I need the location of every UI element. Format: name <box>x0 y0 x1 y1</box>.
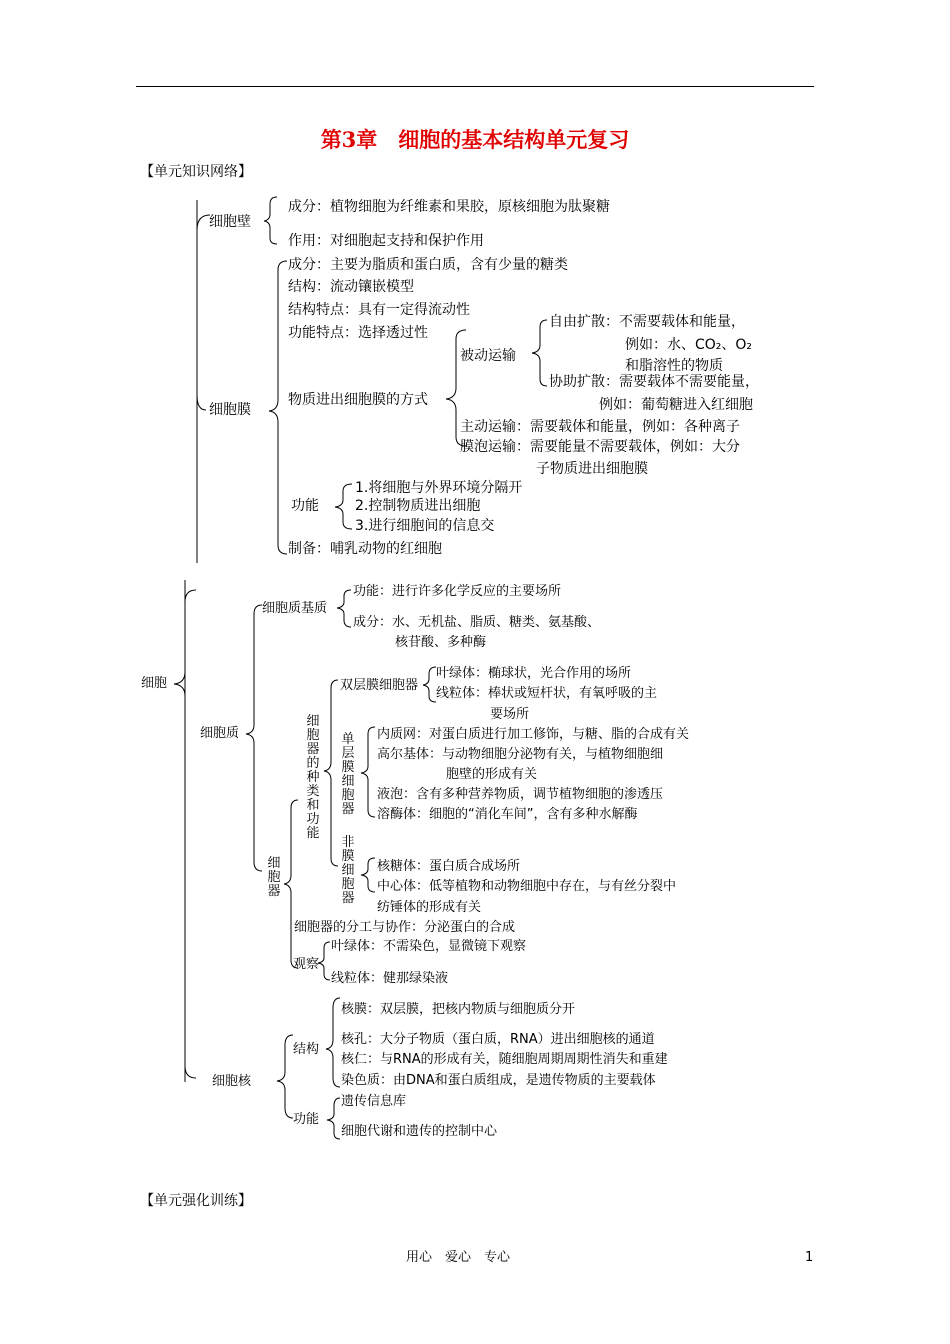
observation-mitochondrion: 线粒体：健那绿染液 <box>331 971 449 986</box>
nucleus-function-2: 细胞代谢和遗传的控制中心 <box>341 1124 498 1139</box>
section-heading: 【单元知识网络】 <box>140 164 252 180</box>
vesicle-transport-2: 子物质进出细胞膜 <box>536 461 648 477</box>
ribosome: 核糖体：蛋白质合成场所 <box>377 859 521 874</box>
chromatin: 染色质：由DNA和蛋白质组成，是遗传物质的主要载体 <box>341 1073 656 1088</box>
page-title: 第3章 细胞的基本结构单元复习 <box>320 127 630 152</box>
membrane-function-3: 3.进行细胞间的信息交 <box>355 518 495 534</box>
matrix-function: 功能：进行许多化学反应的主要场所 <box>353 584 562 599</box>
nuclear-pore: 核孔：大分子物质（蛋白质，RNA）进出细胞核的通道 <box>341 1032 655 1047</box>
membrane-function-1: 1.将细胞与外界环境分隔开 <box>355 480 523 496</box>
mitochondrion-2: 要场所 <box>490 707 530 722</box>
vacuole: 液泡：含有多种营养物质，调节植物细胞的渗透压 <box>377 787 664 802</box>
organelle-cooperation: 细胞器的分工与协作：分泌蛋白的合成 <box>294 920 516 935</box>
nucleus-function-label: 功能 <box>293 1112 320 1127</box>
observation-chloroplast: 叶绿体：不需染色，显微镜下观察 <box>331 939 527 954</box>
organelles-label: 细胞器 <box>267 856 281 899</box>
membrane-preparation: 制备：哺乳动物的红细胞 <box>288 541 442 557</box>
golgi: 高尔基体：与动物细胞分泌物有关，与植物细胞细 <box>377 747 664 762</box>
membrane-function-2: 2.控制物质进出细胞 <box>355 498 481 514</box>
membrane-composition: 成分：主要为脂质和蛋白质，含有少量的糖类 <box>288 257 568 273</box>
footer-motto: 用心 爱心 专心 <box>406 1250 511 1265</box>
free-diffusion-example: 例如：水、CO₂、O₂ <box>625 337 753 353</box>
lysosome: 溶酶体：细胞的“消化车间”，含有多种水解酶 <box>377 807 638 822</box>
membrane-structure: 结构：流动镶嵌模型 <box>288 279 414 295</box>
golgi-2: 胞壁的形成有关 <box>446 767 538 782</box>
centrosome-2: 纺锤体的形成有关 <box>377 900 482 915</box>
facilitated-diffusion: 协助扩散：需要载体不需要能量， <box>549 374 759 390</box>
nucleolus: 核仁：与RNA的形成有关，随细胞周期周期性消失和重建 <box>341 1052 668 1067</box>
organelle-types-label: 细胞器的种类和功能 <box>306 714 320 841</box>
cytoplasm-matrix-label: 细胞质基质 <box>262 601 328 616</box>
cell-wall-composition: 成分：植物细胞为纤维素和果胶，原核细胞为肽聚糖 <box>288 199 610 215</box>
endoplasmic-reticulum: 内质网：对蛋白质进行加工修饰，与糖、脂的合成有关 <box>377 727 690 742</box>
page-number: 1 <box>805 1250 814 1265</box>
cell-label: 细胞 <box>141 676 168 691</box>
observation-label: 观察 <box>293 957 320 972</box>
cytoplasm-label: 细胞质 <box>200 726 240 741</box>
facilitated-diffusion-example: 例如：葡萄糖进入红细胞 <box>599 397 753 413</box>
passive-transport-label: 被动运输 <box>460 348 516 364</box>
nucleus-label: 细胞核 <box>212 1074 252 1089</box>
cell-wall-label: 细胞壁 <box>209 214 251 230</box>
section-heading-training: 【单元强化训练】 <box>140 1193 252 1209</box>
double-membrane-label: 双层膜细胞器 <box>340 678 419 693</box>
nucleus-function-1: 遗传信息库 <box>341 1094 407 1109</box>
matrix-composition-2: 核苷酸、多种酶 <box>395 635 487 650</box>
membrane-structure-feature: 结构特点：具有一定得流动性 <box>288 302 470 318</box>
single-membrane-label: 单层膜细胞器 <box>341 732 355 817</box>
transport-label: 物质进出细胞膜的方式 <box>288 392 428 408</box>
membrane-function-feature: 功能特点：选择透过性 <box>288 325 428 341</box>
non-membrane-label: 非膜细胞器 <box>341 835 355 906</box>
matrix-composition: 成分：水、无机盐、脂质、糖类、氨基酸、 <box>353 615 601 630</box>
nucleus-structure-label: 结构 <box>293 1042 320 1057</box>
free-diffusion: 自由扩散：不需要载体和能量， <box>549 314 745 330</box>
chloroplast: 叶绿体：椭球状，光合作用的场所 <box>436 666 632 681</box>
membrane-label: 细胞膜 <box>209 402 251 418</box>
active-transport: 主动运输：需要载体和能量，例如：各种离子 <box>460 419 740 435</box>
centrosome: 中心体：低等植物和动物细胞中存在，与有丝分裂中 <box>377 879 677 894</box>
nuclear-envelope: 核膜：双层膜，把核内物质与细胞质分开 <box>341 1002 576 1017</box>
vesicle-transport: 膜泡运输：需要能量不需要载体，例如：大分 <box>460 439 740 455</box>
membrane-function-label: 功能 <box>291 498 319 514</box>
mitochondrion: 线粒体：棒状或短杆状，有氧呼吸的主 <box>436 686 658 701</box>
cell-wall-function: 作用：对细胞起支持和保护作用 <box>288 233 484 249</box>
free-diffusion-example-2: 和脂溶性的物质 <box>625 358 723 374</box>
